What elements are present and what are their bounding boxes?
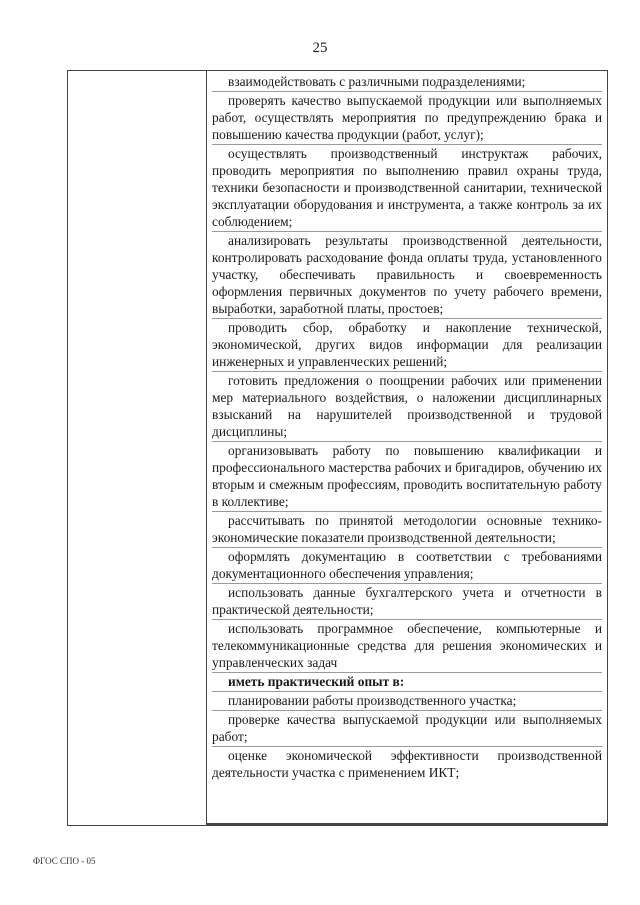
list-item: анализировать результаты производственной деятельности, контролировать расходование фонда оплаты труда, установленного участку, обеспечивать правильность и своевременность оформления первичных документов по учету рабочего времени, выработки, заработной платы, простоев; [212,232,602,319]
list-item: осуществлять производственный инструктаж рабочих, проводить мероприятия по выполнению правил охраны труда, техники безопасности и производственной санитарии, технической эксплуатации оборудования и инструмента, а также контроль за их соблюдением; [212,145,602,232]
requirements-cell [212,73,602,782]
section-heading: иметь практический опыт в: [212,673,602,692]
cell-bottom-border [206,823,607,825]
list-item: взаимодействовать с различными подразделениями; [212,73,602,92]
list-item: проверке качества выпускаемой продукции или выполняемых работ; [212,711,602,747]
requirements-table [67,70,608,826]
column-divider [206,71,207,825]
list-item: планировании работы производственного участка; [212,692,602,711]
list-item: готовить предложения о поощрении рабочих или применении мер материального воздействия, о наложении дисциплинарных взысканий на нарушителей производственной и трудовой дисциплины; [212,372,602,442]
list-item: использовать данные бухгалтерского учета и отчетности в практической деятельности; [212,584,602,620]
list-item: проводить сбор, обработку и накопление технической, экономической, других видов информации для реализации инженерных и управленческих решений; [212,319,602,372]
list-item: использовать программное обеспечение, компьютерные и телекоммуникационные средства для решения экономических и управленческих задач [212,620,602,673]
list-item: проверять качество выпускаемой продукции или выполняемых работ, осуществлять мероприятия по предупреждению брака и повышению качества продукции (работ, услуг); [212,92,602,145]
list-item: организовывать работу по повышению квалификации и профессионального мастерства рабочих и бригадиров, обучению их вторым и смежным профессиям, проводить воспитательную работу в коллективе; [212,442,602,512]
list-item: рассчитывать по принятой методологии основные технико-экономические показатели производственной деятельности; [212,512,602,548]
page-number: 25 [312,40,328,56]
list-item: оценке экономической эффективности производственной деятельности участка с применением ИКТ; [212,748,602,780]
list-item: оформлять документацию в соответствии с требованиями документационного обеспечения управления; [212,548,602,584]
footer-code: ФГОС СПО - 05 [33,856,96,866]
